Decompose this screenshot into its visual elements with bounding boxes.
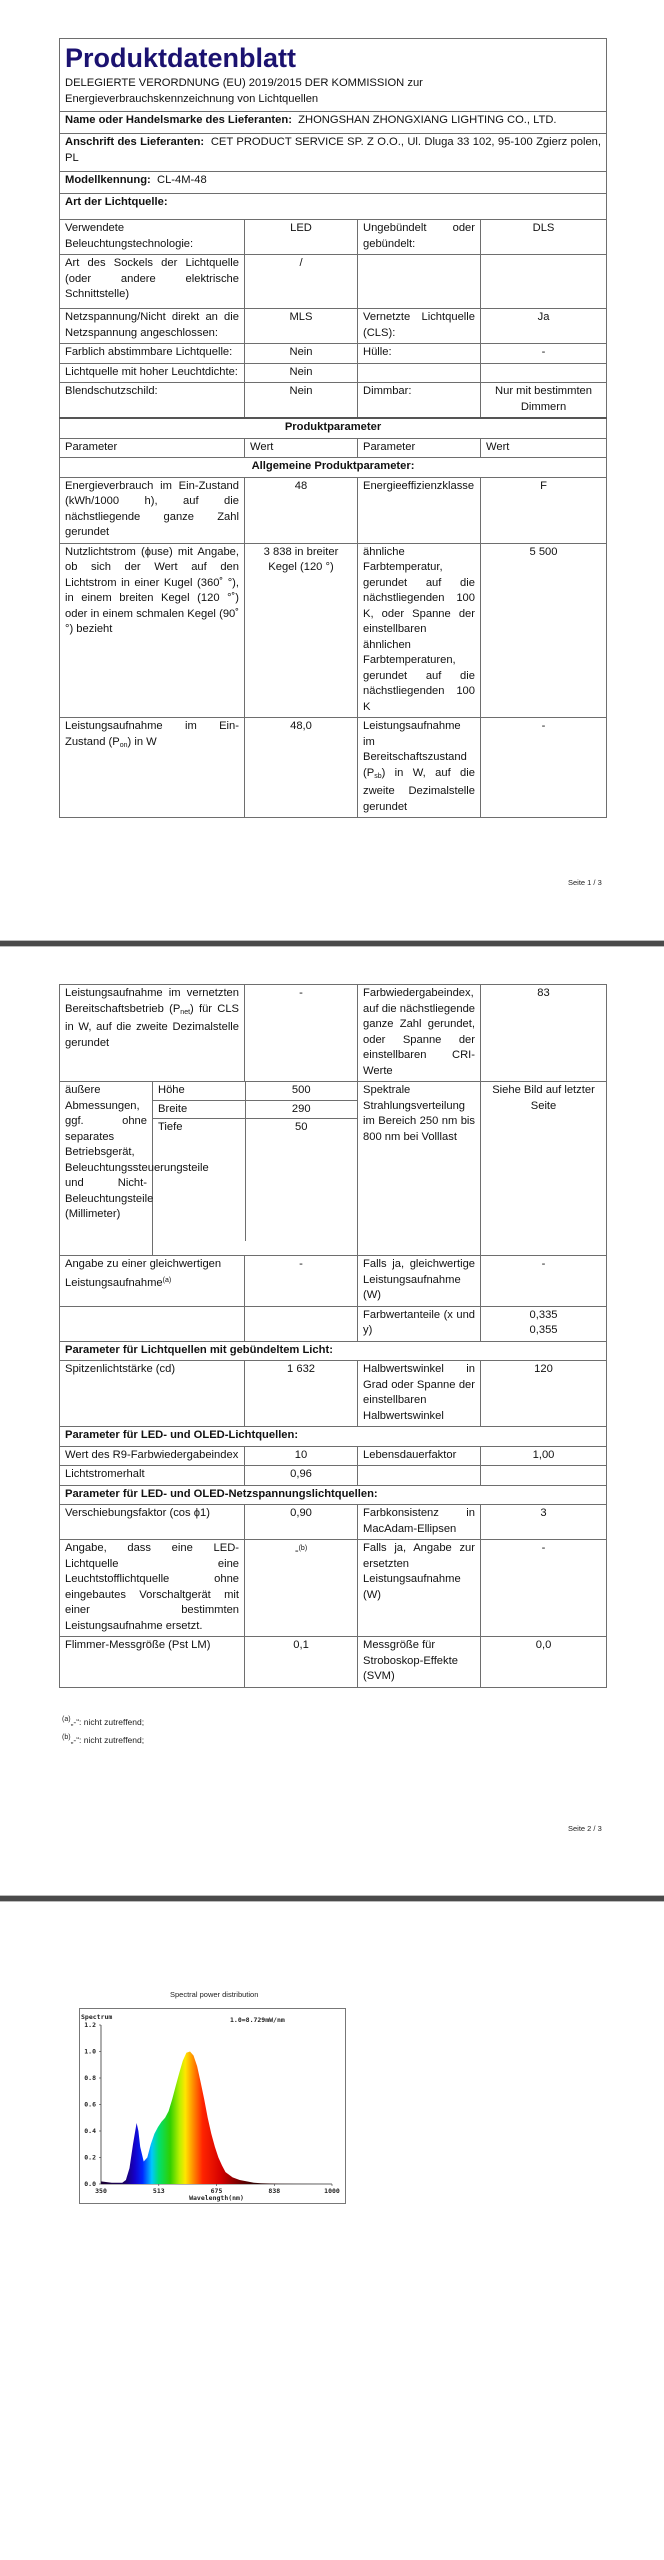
- table-row: [60, 363, 607, 383]
- table-row: [60, 383, 607, 419]
- param-label: Flimmer-Messgröße (Pst LM): [60, 1637, 245, 1688]
- supplier-address-label: Anschrift des Lieferanten:: [65, 136, 205, 148]
- param-value: 0,1: [245, 1637, 358, 1688]
- param-label: Lichtquelle mit hoher Leuchtdichte:: [60, 363, 245, 383]
- param-value: 3: [481, 1505, 607, 1540]
- y-tick: 0.6: [84, 2100, 96, 2109]
- product-datasheet-table-page2: [59, 984, 607, 1688]
- subscript: net: [180, 1008, 191, 1016]
- param-value: F: [481, 477, 607, 543]
- label-text: Leistungsaufnahme im Ein-Zustand (P: [65, 720, 239, 748]
- param-label: Lichtstromerhalt: [60, 1466, 245, 1486]
- param-value: [245, 1540, 358, 1637]
- param-label: [60, 1256, 245, 1307]
- param-label: Art des Sockels der Lichtquelle (oder andere elektrische Schnittstelle): [60, 255, 245, 309]
- dimension-name: Tiefe: [158, 1121, 183, 1133]
- dimension-name: Höhe: [153, 1082, 245, 1100]
- dimensions-row: [60, 1082, 607, 1256]
- param-label: Energieverbrauch im Ein-Zustand (kWh/1000 h), auf die nächstliegende ganze Zahl gerundet: [60, 477, 245, 543]
- param-value: Ja: [481, 309, 607, 344]
- table-row: [60, 477, 607, 543]
- footnote-marker: (a): [162, 1276, 172, 1284]
- param-value: -: [481, 1540, 607, 1637]
- param-label: Vernetzte Lichtquelle (CLS):: [358, 309, 481, 344]
- param-label: [60, 985, 245, 1082]
- x-tick: 350: [95, 2187, 107, 2195]
- table-row: [60, 718, 607, 818]
- param-value: 83: [481, 985, 607, 1082]
- model-label: Modellkennung:: [65, 174, 151, 186]
- supplier-name-row: [60, 112, 607, 134]
- param-label: Angabe, dass eine LED-Lichtquelle eine Leuchtstofflichtquelle ohne eingebautes Vorschaltgerät mit einer bestimmten Leistungsaufnahme ersetzt.: [60, 1540, 245, 1637]
- table-row: [60, 1446, 607, 1466]
- spectrum-area: [101, 2052, 332, 2185]
- param-label: [60, 718, 245, 818]
- page-separator: [0, 940, 664, 947]
- dimension-value: 290: [245, 1100, 357, 1119]
- table-row: [60, 1256, 607, 1307]
- led-heading-row: [60, 1427, 607, 1447]
- value-text: -: [294, 1545, 299, 1557]
- param-label: Netzspannung/Nicht direkt an die Netzspannung angeschlossen:: [60, 309, 245, 344]
- param-value: LED: [245, 220, 358, 255]
- param-label: ähnliche Farbtemperatur, gerundet auf die nächstliegenden 100 K, oder Spanne der einstellbaren ähnlichen Farbtemperaturen, gerundet auf die nächstliegenden 100 K: [358, 543, 481, 718]
- table-row: [60, 1466, 607, 1486]
- param-value: 3 838 in breiter Kegel (120 °): [245, 543, 358, 718]
- label-text: Leistungsaufnahme im vernetzten Bereitschaftsbetrieb (P: [65, 987, 240, 1015]
- param-label: [358, 718, 481, 818]
- regulation-line-2: Energieverbrauchskennzeichnung von Lichtquellen: [65, 92, 319, 105]
- y-tick: 0.0: [84, 2180, 96, 2188]
- label-text: ) in W, auf die zweite Dezimalstelle gerundet: [363, 766, 475, 813]
- footnote-text: „-“: nicht zutreffend;: [70, 1717, 145, 1727]
- model-row: [60, 172, 607, 194]
- column-header-row: [60, 438, 607, 458]
- footnote-marker: (b): [298, 1545, 308, 1552]
- section-heading: Parameter für Lichtquellen mit gebündeltem Licht:: [60, 1341, 607, 1361]
- y-axis-label: Spectrum: [81, 2013, 113, 2021]
- param-value: 5 500: [481, 543, 607, 718]
- param-value: [481, 1466, 607, 1486]
- supplier-name-value: ZHONGSHAN ZHONGXIANG LIGHTING CO., LTD.: [298, 114, 557, 126]
- param-label: Messgröße für Stroboskop-Effekte (SVM): [358, 1637, 481, 1688]
- mains-heading-row: [60, 1485, 607, 1505]
- x-tick: 838: [268, 2187, 281, 2195]
- param-value: 120: [481, 1361, 607, 1427]
- column-header: Wert: [245, 438, 358, 458]
- subscript: sb: [374, 772, 382, 780]
- dimension-name: Breite: [153, 1100, 245, 1119]
- section-heading: Produktparameter: [60, 418, 607, 438]
- table-row: [60, 1361, 607, 1427]
- param-value: [481, 363, 607, 383]
- param-value: Nein: [245, 383, 358, 419]
- param-value: -: [481, 718, 607, 818]
- light-source-type-label: Art der Lichtquelle:: [65, 196, 168, 208]
- dimension-value: 500: [245, 1082, 357, 1100]
- regulation-line-1: DELEGIERTE VERORDNUNG (EU) 2019/2015 DER KOMMISSION zur: [65, 77, 423, 89]
- param-value: MLS: [245, 309, 358, 344]
- x-tick: 1000: [324, 2187, 340, 2195]
- y-tick: 1.2: [84, 2021, 96, 2029]
- footnote-b: [62, 1734, 144, 1745]
- footnote-text: „-“: nicht zutreffend;: [70, 1735, 145, 1745]
- param-value: Nur mit bestimmten Dimmern: [481, 383, 607, 419]
- column-header: Wert: [481, 438, 607, 458]
- table-row: [60, 309, 607, 344]
- param-value: -: [245, 1256, 358, 1307]
- y-tick: 0.8: [84, 2074, 96, 2082]
- label-text: Angabe zu einer gleichwertigen Leistungsaufnahme: [65, 1258, 222, 1289]
- param-label: Blendschutzschild:: [60, 383, 245, 419]
- table-row: [60, 1637, 607, 1688]
- param-label: Nutzlichtstrom (ϕuse) mit Angabe, ob sich der Wert auf den Lichtstrom in einer Kugel (360˚ °), in einem breiten Kegel (120 °˚) oder in einem schmalen Kegel (90˚ °) bezieht: [60, 543, 245, 718]
- table-row: [60, 1505, 607, 1540]
- footnote-a: [62, 1716, 144, 1727]
- page-1: [0, 0, 664, 942]
- general-params-heading-row: [60, 458, 607, 478]
- param-value: Siehe Bild auf letzter Seite: [481, 1082, 607, 1256]
- param-label: Energieeffizienzklasse: [358, 477, 481, 543]
- dimension-depth: [153, 1119, 357, 1242]
- label-text: ) für CLS in W, auf die zweite Dezimalstelle gerundet: [65, 1002, 240, 1049]
- param-value: 48,0: [245, 718, 358, 818]
- model-value: CL-4M-48: [156, 174, 207, 186]
- param-value: 48: [245, 477, 358, 543]
- directional-heading-row: [60, 1341, 607, 1361]
- footnote-marker: (b): [62, 1734, 71, 1741]
- param-label: Farbkonsistenz in MacAdam-Ellipsen: [358, 1505, 481, 1540]
- param-label: Spektrale Strahlungsverteilung im Bereich 250 nm bis 800 nm bei Volllast: [358, 1082, 481, 1256]
- param-label: Falls ja, gleichwertige Leistungsaufnahme (W): [358, 1256, 481, 1307]
- param-value: 1 632: [245, 1361, 358, 1427]
- dimension-height: [153, 1082, 357, 1100]
- page-number: Seite 2 / 3: [568, 1824, 602, 1833]
- param-value: [245, 1306, 358, 1341]
- page-separator: [0, 1895, 664, 1902]
- param-value: -: [481, 344, 607, 364]
- param-label: Falls ja, Angabe zur ersetzten Leistungsaufnahme (W): [358, 1540, 481, 1637]
- param-label: Verschiebungsfaktor (cos ϕ1): [60, 1505, 245, 1540]
- param-value: [481, 255, 607, 309]
- param-value: Nein: [245, 363, 358, 383]
- document-title: Produktdatenblatt: [65, 43, 297, 73]
- table-row: [60, 543, 607, 718]
- param-value: -: [245, 985, 358, 1082]
- table-row: [60, 255, 607, 309]
- table-row: [60, 985, 607, 1082]
- light-source-type-row: [60, 194, 607, 220]
- footnote-marker: (a): [62, 1716, 71, 1723]
- section-heading: Parameter für LED- und OLED-Netzspannungslichtquellen:: [60, 1485, 607, 1505]
- supplier-address-row: [60, 134, 607, 172]
- param-label: Farbwiedergabeindex, auf die nächstliegende ganze Zahl gerundet, oder Spanne der einstellbaren CRI-Werte: [358, 985, 481, 1082]
- param-value: 10: [245, 1446, 358, 1466]
- param-value: 0,90: [245, 1505, 358, 1540]
- scale-annotation: 1.0=8.729mW/nm: [230, 2016, 285, 2024]
- param-label: Spitzenlichtstärke (cd): [60, 1361, 245, 1427]
- y-tick: 0.4: [84, 2127, 96, 2135]
- param-value: -: [481, 1256, 607, 1307]
- param-value: /: [245, 255, 358, 309]
- section-heading: Parameter für LED- und OLED-Lichtquellen:: [60, 1427, 607, 1447]
- y-tick-labels: [84, 2021, 96, 2188]
- spectral-power-chart: [79, 2008, 346, 2204]
- dimension-width: [153, 1100, 357, 1119]
- page-2: [0, 948, 664, 1894]
- column-header: Parameter: [60, 438, 245, 458]
- param-label: Ungebündelt oder gebündelt:: [358, 220, 481, 255]
- dimensions-label: äußere Abmessungen, ggf. ohne separates Betriebsgerät, Beleuchtungssteuerungsteile und Nicht-Beleuchtungsteile (Millimeter): [60, 1082, 153, 1256]
- label-text: Leistungsaufnahme im Bereitschaftszustand (P: [363, 720, 467, 779]
- param-value: 1,00: [481, 1446, 607, 1466]
- chart-title: Spectral power distribution: [170, 1990, 259, 1999]
- x-tick: 513: [152, 2187, 165, 2195]
- param-value: Nein: [245, 344, 358, 364]
- param-label: Halbwertswinkel in Grad oder Spanne der einstellbaren Halbwertswinkel: [358, 1361, 481, 1427]
- param-label: [60, 1306, 245, 1341]
- chroma-y: 0,355: [529, 1324, 558, 1336]
- column-header: Parameter: [358, 438, 481, 458]
- y-tick: 0.2: [84, 2153, 96, 2162]
- x-tick: 675: [210, 2187, 223, 2195]
- subscript: on: [119, 741, 128, 749]
- param-value: 0,96: [245, 1466, 358, 1486]
- param-value: DLS: [481, 220, 607, 255]
- supplier-name-label: Name oder Handelsmarke des Lieferanten:: [65, 114, 292, 126]
- param-label: [358, 255, 481, 309]
- table-row: [60, 1540, 607, 1637]
- chroma-x: 0,335: [529, 1308, 558, 1321]
- section-heading: Allgemeine Produktparameter:: [60, 458, 607, 478]
- header-title-row: [60, 39, 607, 112]
- param-label: Hülle:: [358, 344, 481, 364]
- param-label: Farbwertanteile (x und y): [358, 1306, 481, 1341]
- table-row: [60, 220, 607, 255]
- param-label: Wert des R9-Farbwiedergabeindex: [60, 1446, 245, 1466]
- x-axis-label: Wavelength(nm): [189, 2194, 244, 2202]
- supplier-address-value: CET PRODUCT SERVICE SP. Z O.O., Ul. Dluga 33 102, 95-100 Zgierz polen, PL: [65, 136, 602, 164]
- product-params-heading-row: [60, 418, 607, 438]
- table-row: [60, 1306, 607, 1341]
- param-label: Lebensdauerfaktor: [358, 1446, 481, 1466]
- spectrum-plot: [80, 2009, 345, 2203]
- page-number: Seite 1 / 3: [568, 878, 602, 887]
- param-label: [358, 363, 481, 383]
- param-value: [481, 1306, 607, 1341]
- table-row: [60, 344, 607, 364]
- param-value: 0,0: [481, 1637, 607, 1688]
- y-tick: 1.0: [84, 2047, 96, 2056]
- param-label: Verwendete Beleuchtungstechnologie:: [60, 220, 245, 255]
- label-text: ) in W: [127, 735, 157, 748]
- dimension-value: 50: [245, 1119, 357, 1242]
- param-label: Dimmbar:: [358, 383, 481, 419]
- product-datasheet-table-page1: [59, 38, 607, 818]
- param-label: Farblich abstimmbare Lichtquelle:: [60, 344, 245, 364]
- param-label: [358, 1466, 481, 1486]
